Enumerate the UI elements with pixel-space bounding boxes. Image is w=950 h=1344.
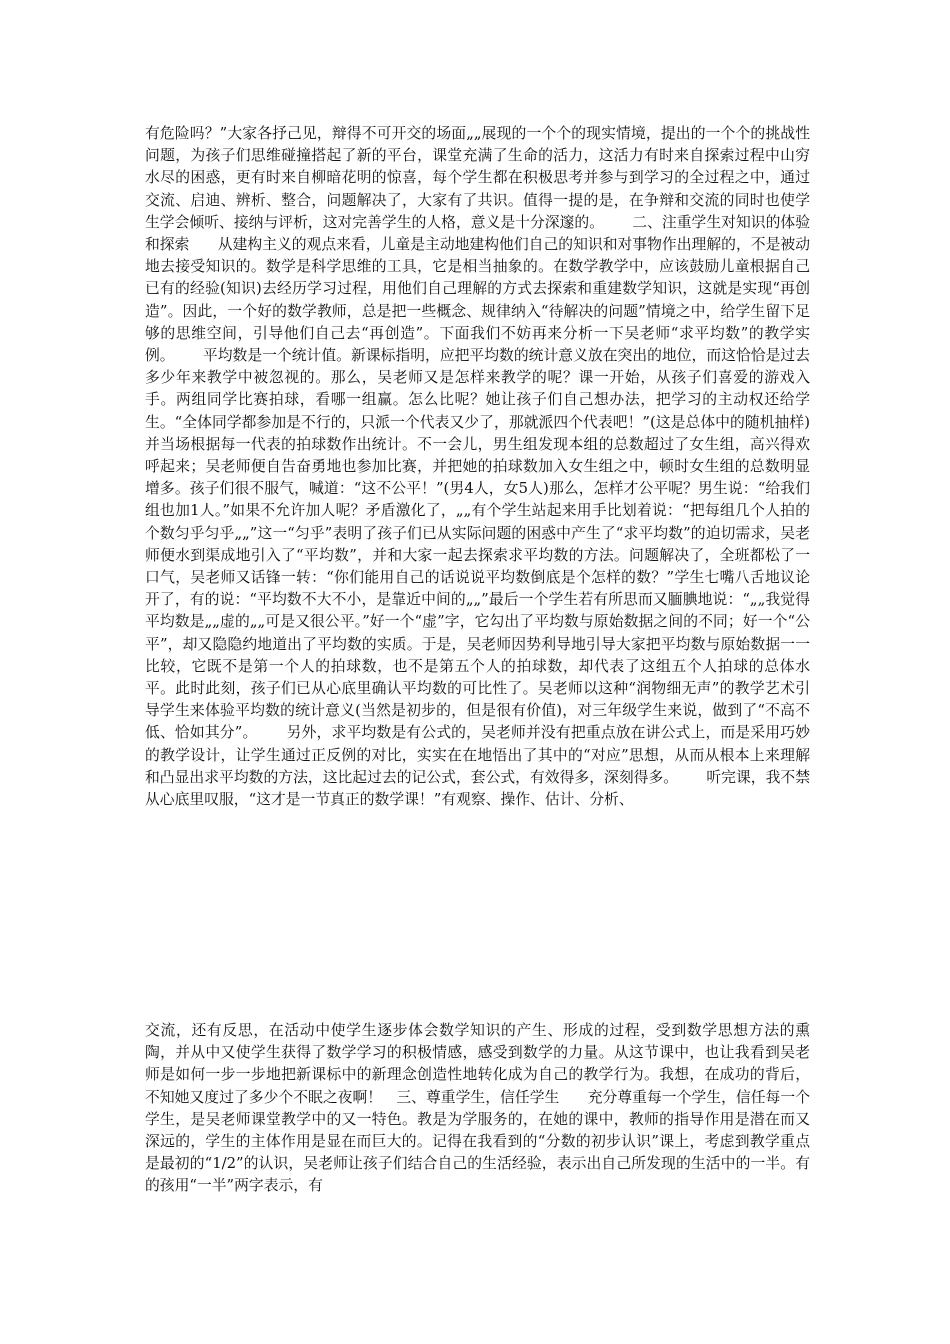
body-paragraph-2: 交流，还有反思，在活动中使学生逐步体会数学知识的产生、形成的过程，受到数学思想方法的熏陶，并从中又使学生获得了数学学习的积极情感，感受到数学的力量。从这节课中，也让我看到吴老师是如何一步一步地把新课标中的新理念创造性地转化成为自己的教学行为。我想，在成功的背后，不知她又度过了多少个不眠之夜啊！ 三、尊重学生，信任学生 充分尊重每一个学生，信任每一个学生，是吴老师课堂教学中的又一特色。教是为学服务的，在她的课中，教师的指导作用是潜在而又深远的，学生的主体作用是显在而巨大的。记得在我看到的“分数的初步认识”课上，考虑到教学重点是最初的“1/2”的认识，吴老师让孩子们结合自己的生活经验，表示出自己所发现的生活中的一半。有的孩用“一半”两字表示，有 bbox=[145, 1022, 810, 1195]
body-paragraph-1: 有危险吗？”大家各抒己见，辩得不可开交的场面„„展现的一个个的现实情境，提出的一个个的挑战性问题，为孩子们思维碰撞搭起了新的平台，课堂充满了生命的活力，这活力有时来自探索过程中山穷水尽的困惑，更有时来自柳暗花明的惊喜，每个学生都在积极思考并参与到学习的全过程之中，通过交流、启迪、辨析、整合，问题解决了，大家有了共识。值得一提的是，在争辩和交流的同时也使学生学会倾听、接纳与评析，这对完善学生的人格，意义是十分深邃的。 二、注重学生对知识的体验和探索 从建构主义的观点来看，儿童是主动地建构他们自己的知识和对事物作出理解的，不是被动地去接受知识的。数学是科学思维的工具，它是相当抽象的。在数学教学中，应该鼓励儿童根据自己已有的经验(知识)去经历学习过程，用他们自己理解的方式去探索和重建数学知识，这就是实现“再创造”。因此，一个好的数学教师，总是把一些概念、规律纳入“待解决的问题”情境之中，给学生留下足够的思维空间，引导他们自己去“再创造”。下面我们不妨再来分析一下吴老师“求平均数”的教学实例。 平均数是一个统计值。新课标指明，应把平均数的统计意义放在突出的地位，而这恰恰是过去多少年来教学中被忽视的。那么，吴老师又是怎样来教学的呢？课一开始，从孩子们喜爱的游戏入手。两组同学比赛拍球，看哪一组赢。怎么比呢？她让孩子们自己想办法，把学习的主动权还给学生。“全体同学都参加是不行的，只派一个代表又少了，那就派四个代表吧！”(这是总体中的随机抽样)并当场根据每一代表的拍球数作出统计。不一会儿，男生组发现本组的总数超过了女生组，高兴得欢呼起来；吴老师便自告奋勇地也参加比赛，并把她的拍球数加入女生组之中，顿时女生组的总数明显增多。孩子们很不服气，喊道：“这不公平！”(男4人，女5人)那么，怎样才公平呢？男生说：“给我们组也加1人。”如果不允许加人呢？矛盾激化了，„„有个学生站起来用手比划着说：“把每组几个人拍的个数匀乎匀乎„„”这一“匀乎”表明了孩子们已从实际问题的困惑中产生了“求平均数”的迫切需求，吴老师便水到渠成地引入了“平均数”，并和大家一起去探索求平均数的方法。问题解决了，全班都松了一口气，吴老师又话锋一转：“你们能用自己的话说说平均数倒底是个怎样的数？”学生七嘴八舌地议论开了，有的说：“平均数不大不小，是靠近中间的„„”最后一个学生若有所思而又腼腆地说：“„„我觉得平均数是„„虚的„„可是又很公平。”好一个“虚”字，它勾出了平均数与原始数据之间的不同；好一个“公平”，却又隐隐约地道出了平均数的实质。于是，吴老师因势利导地引导大家把平均数与原始数据一一比较，它既不是第一个人的拍球数，也不是第五个人的拍球数，却代表了这组五个人拍球的总体水平。此时此刻，孩子们已从心底里确认平均数的可比性了。吴老师以这种“润物细无声”的教学艺术引导学生来体验平均数的统计意义(当然是初步的，但是很有价值)，对三年级学生来说，做到了“不高不低、恰如其分”。 另外，求平均数是有公式的，吴老师并没有把重点放在讲公式上，而是采用巧妙的教学设计，让学生通过正反例的对比，实实在在地悟出了其中的“对应”思想，从而从根本上来理解和凸显出求平均数的方法，这比起过去的记公式，套公式，有效得多，深刻得多。 听完课，我不禁从心底里叹服，“这才是一节真正的数学课！”有观察、操作、估计、分析、 bbox=[145, 125, 810, 809]
